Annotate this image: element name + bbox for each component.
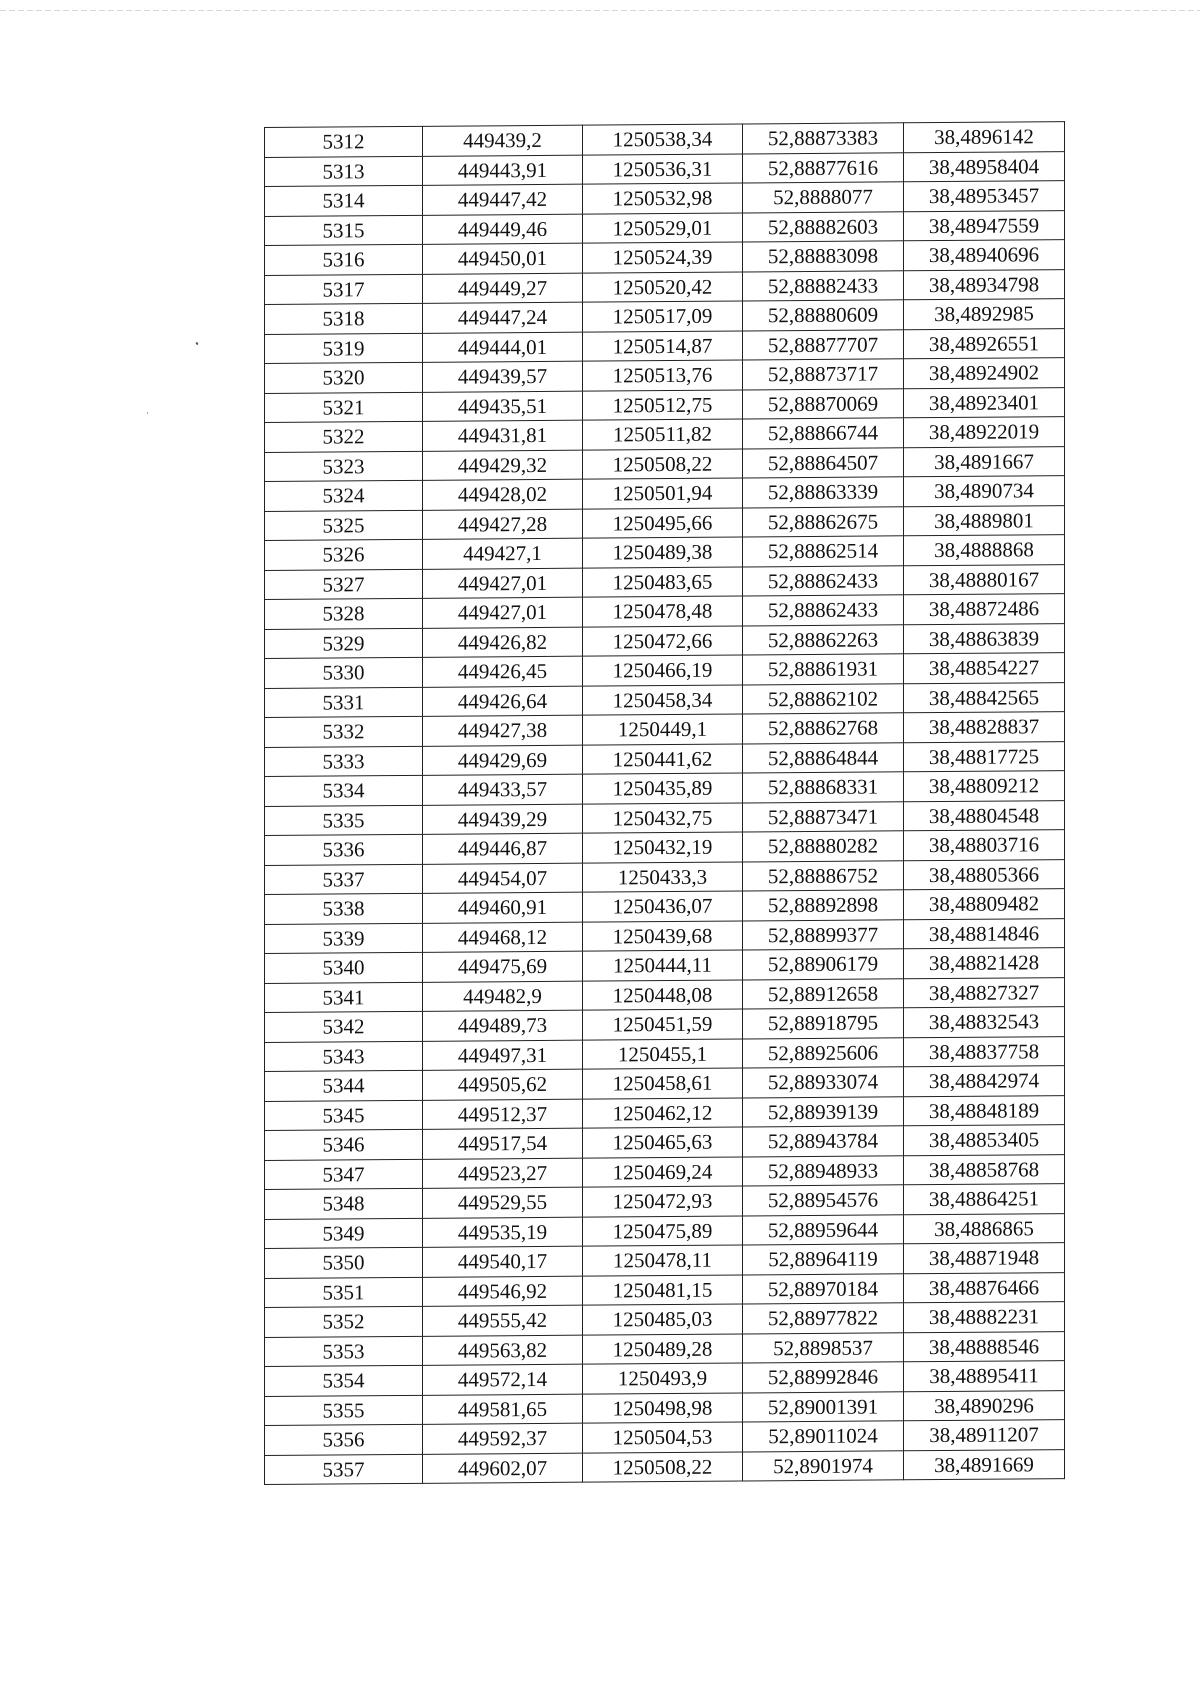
longitude-cell: 38,48926551 <box>904 328 1065 359</box>
y-coordinate-cell: 1250462,12 <box>583 1097 743 1128</box>
y-coordinate-cell: 1250432,75 <box>583 802 743 833</box>
point-number-cell: 5331 <box>265 687 423 718</box>
point-number-cell: 5343 <box>265 1041 423 1072</box>
latitude-cell: 52,88970184 <box>743 1273 904 1304</box>
x-coordinate-cell: 449446,87 <box>423 833 583 864</box>
point-number-cell: 5349 <box>265 1218 423 1249</box>
point-number-cell: 5321 <box>265 392 423 423</box>
latitude-cell: 52,88873383 <box>743 123 904 154</box>
point-number-cell: 5334 <box>265 775 423 806</box>
latitude-cell: 52,8898537 <box>743 1332 904 1363</box>
point-number-cell: 5318 <box>265 303 423 334</box>
y-coordinate-cell: 1250478,48 <box>583 596 743 627</box>
latitude-cell: 52,88918795 <box>743 1008 904 1039</box>
x-coordinate-cell: 449592,37 <box>423 1423 583 1454</box>
longitude-cell: 38,48842565 <box>904 682 1065 713</box>
y-coordinate-cell: 1250513,76 <box>583 360 743 391</box>
point-number-cell: 5337 <box>265 864 423 895</box>
x-coordinate-cell: 449581,65 <box>423 1394 583 1425</box>
latitude-cell: 52,88862675 <box>743 506 904 537</box>
y-coordinate-cell: 1250520,42 <box>583 271 743 302</box>
longitude-cell: 38,4891669 <box>904 1449 1065 1480</box>
longitude-cell: 38,4886865 <box>904 1213 1065 1244</box>
point-number-cell: 5342 <box>265 1011 423 1042</box>
longitude-cell: 38,48864251 <box>904 1184 1065 1215</box>
point-number-cell: 5325 <box>265 510 423 541</box>
y-coordinate-cell: 1250493,9 <box>583 1363 743 1394</box>
longitude-cell: 38,48837758 <box>904 1036 1065 1067</box>
y-coordinate-cell: 1250495,66 <box>583 507 743 538</box>
y-coordinate-cell: 1250448,08 <box>583 979 743 1010</box>
y-coordinate-cell: 1250433,3 <box>583 861 743 892</box>
longitude-cell: 38,48947559 <box>904 210 1065 241</box>
coordinates-table <box>264 121 1065 1485</box>
y-coordinate-cell: 1250444,11 <box>583 950 743 981</box>
x-coordinate-cell: 449482,9 <box>423 981 583 1012</box>
y-coordinate-cell: 1250435,89 <box>583 773 743 804</box>
x-coordinate-cell: 449427,01 <box>423 597 583 628</box>
y-coordinate-cell: 1250455,1 <box>583 1038 743 1069</box>
point-number-cell: 5355 <box>265 1395 423 1426</box>
point-number-cell: 5333 <box>265 746 423 777</box>
point-number-cell: 5314 <box>265 185 423 216</box>
point-number-cell: 5345 <box>265 1100 423 1131</box>
latitude-cell: 52,8901974 <box>743 1450 904 1481</box>
x-coordinate-cell: 449563,82 <box>423 1335 583 1366</box>
latitude-cell: 52,88862102 <box>743 683 904 714</box>
latitude-cell: 52,88992846 <box>743 1362 904 1393</box>
x-coordinate-cell: 449540,17 <box>423 1246 583 1277</box>
y-coordinate-cell: 1250481,15 <box>583 1274 743 1305</box>
x-coordinate-cell: 449454,07 <box>423 863 583 894</box>
latitude-cell: 52,88977822 <box>743 1303 904 1334</box>
longitude-cell: 38,48842974 <box>904 1066 1065 1097</box>
x-coordinate-cell: 449535,19 <box>423 1217 583 1248</box>
point-number-cell: 5328 <box>265 598 423 629</box>
latitude-cell: 52,88954576 <box>743 1185 904 1216</box>
longitude-cell: 38,4890734 <box>904 476 1065 507</box>
x-coordinate-cell: 449489,73 <box>423 1010 583 1041</box>
x-coordinate-cell: 449460,91 <box>423 892 583 923</box>
y-coordinate-cell: 1250538,34 <box>583 124 743 155</box>
longitude-cell: 38,48828837 <box>904 712 1065 743</box>
longitude-cell: 38,48922019 <box>904 417 1065 448</box>
y-coordinate-cell: 1250532,98 <box>583 183 743 214</box>
latitude-cell: 52,88912658 <box>743 978 904 1009</box>
latitude-cell: 52,88877616 <box>743 152 904 183</box>
longitude-cell: 38,48854227 <box>904 653 1065 684</box>
longitude-cell: 38,48924902 <box>904 358 1065 389</box>
longitude-cell: 38,48809482 <box>904 889 1065 920</box>
y-coordinate-cell: 1250449,1 <box>583 714 743 745</box>
longitude-cell: 38,4888868 <box>904 535 1065 566</box>
latitude-cell: 52,88959644 <box>743 1214 904 1245</box>
point-number-cell: 5322 <box>265 421 423 452</box>
x-coordinate-cell: 449443,91 <box>423 155 583 186</box>
x-coordinate-cell: 449447,42 <box>423 184 583 215</box>
point-number-cell: 5332 <box>265 716 423 747</box>
x-coordinate-cell: 449439,2 <box>423 125 583 156</box>
point-number-cell: 5348 <box>265 1188 423 1219</box>
point-number-cell: 5341 <box>265 982 423 1013</box>
point-number-cell: 5344 <box>265 1070 423 1101</box>
latitude-cell: 52,88877707 <box>743 329 904 360</box>
y-coordinate-cell: 1250517,09 <box>583 301 743 332</box>
point-number-cell: 5346 <box>265 1129 423 1160</box>
latitude-cell: 52,88880609 <box>743 300 904 331</box>
latitude-cell: 52,88862514 <box>743 536 904 567</box>
longitude-cell: 38,4889801 <box>904 505 1065 536</box>
longitude-cell: 38,48911207 <box>904 1420 1065 1451</box>
latitude-cell: 52,89011024 <box>743 1421 904 1452</box>
point-number-cell: 5329 <box>265 628 423 659</box>
x-coordinate-cell: 449572,14 <box>423 1364 583 1395</box>
point-number-cell: 5340 <box>265 952 423 983</box>
longitude-cell: 38,48848189 <box>904 1095 1065 1126</box>
longitude-cell: 38,48863839 <box>904 623 1065 654</box>
point-number-cell: 5354 <box>265 1365 423 1396</box>
x-coordinate-cell: 449449,46 <box>423 214 583 245</box>
latitude-cell: 52,88899377 <box>743 919 904 950</box>
x-coordinate-cell: 449523,27 <box>423 1158 583 1189</box>
point-number-cell: 5352 <box>265 1306 423 1337</box>
y-coordinate-cell: 1250483,65 <box>583 566 743 597</box>
latitude-cell: 52,88864844 <box>743 742 904 773</box>
latitude-cell: 52,88883098 <box>743 241 904 272</box>
longitude-cell: 38,48934798 <box>904 269 1065 300</box>
latitude-cell: 52,88873717 <box>743 359 904 390</box>
x-coordinate-cell: 449529,55 <box>423 1187 583 1218</box>
point-number-cell: 5330 <box>265 657 423 688</box>
coordinates-table-wrapper <box>264 121 1064 1485</box>
longitude-cell: 38,48804548 <box>904 800 1065 831</box>
y-coordinate-cell: 1250489,28 <box>583 1333 743 1364</box>
x-coordinate-cell: 449475,69 <box>423 951 583 982</box>
latitude-cell: 52,88886752 <box>743 860 904 891</box>
x-coordinate-cell: 449435,51 <box>423 391 583 422</box>
point-number-cell: 5326 <box>265 539 423 570</box>
x-coordinate-cell: 449433,57 <box>423 774 583 805</box>
y-coordinate-cell: 1250508,22 <box>583 448 743 479</box>
longitude-cell: 38,4896142 <box>904 122 1065 153</box>
latitude-cell: 52,88882603 <box>743 211 904 242</box>
longitude-cell: 38,4891667 <box>904 446 1065 477</box>
longitude-cell: 38,48940696 <box>904 240 1065 271</box>
point-number-cell: 5324 <box>265 480 423 511</box>
latitude-cell: 52,88873471 <box>743 801 904 832</box>
x-coordinate-cell: 449439,57 <box>423 361 583 392</box>
point-number-cell: 5312 <box>265 126 423 157</box>
point-number-cell: 5335 <box>265 805 423 836</box>
x-coordinate-cell: 449517,54 <box>423 1128 583 1159</box>
y-coordinate-cell: 1250504,53 <box>583 1422 743 1453</box>
y-coordinate-cell: 1250466,19 <box>583 655 743 686</box>
scan-top-edge <box>0 10 1200 11</box>
y-coordinate-cell: 1250441,62 <box>583 743 743 774</box>
longitude-cell: 38,48858768 <box>904 1154 1065 1185</box>
point-number-cell: 5323 <box>265 451 423 482</box>
y-coordinate-cell: 1250524,39 <box>583 242 743 273</box>
y-coordinate-cell: 1250472,66 <box>583 625 743 656</box>
x-coordinate-cell: 449546,92 <box>423 1276 583 1307</box>
longitude-cell: 38,48805366 <box>904 859 1065 890</box>
longitude-cell: 38,48827327 <box>904 977 1065 1008</box>
x-coordinate-cell: 449449,27 <box>423 273 583 304</box>
coordinates-table-body <box>265 122 1065 1485</box>
point-number-cell: 5353 <box>265 1336 423 1367</box>
point-number-cell: 5316 <box>265 244 423 275</box>
y-coordinate-cell: 1250451,59 <box>583 1009 743 1040</box>
y-coordinate-cell: 1250432,19 <box>583 832 743 863</box>
y-coordinate-cell: 1250465,63 <box>583 1127 743 1158</box>
y-coordinate-cell: 1250489,38 <box>583 537 743 568</box>
latitude-cell: 52,88925606 <box>743 1037 904 1068</box>
x-coordinate-cell: 449427,1 <box>423 538 583 569</box>
scan-speck <box>195 342 198 346</box>
longitude-cell: 38,48876466 <box>904 1272 1065 1303</box>
table-row <box>265 1449 1065 1484</box>
x-coordinate-cell: 449468,12 <box>423 922 583 953</box>
point-number-cell: 5313 <box>265 156 423 187</box>
latitude-cell: 52,88862433 <box>743 595 904 626</box>
x-coordinate-cell: 449447,24 <box>423 302 583 333</box>
latitude-cell: 52,88933074 <box>743 1067 904 1098</box>
latitude-cell: 52,8888077 <box>743 182 904 213</box>
longitude-cell: 38,48953457 <box>904 181 1065 212</box>
longitude-cell: 38,48803716 <box>904 830 1065 861</box>
x-coordinate-cell: 449450,01 <box>423 243 583 274</box>
latitude-cell: 52,88880282 <box>743 831 904 862</box>
point-number-cell: 5315 <box>265 215 423 246</box>
x-coordinate-cell: 449602,07 <box>423 1453 583 1484</box>
y-coordinate-cell: 1250501,94 <box>583 478 743 509</box>
latitude-cell: 52,88943784 <box>743 1126 904 1157</box>
x-coordinate-cell: 449427,28 <box>423 509 583 540</box>
latitude-cell: 52,88863339 <box>743 477 904 508</box>
x-coordinate-cell: 449497,31 <box>423 1040 583 1071</box>
longitude-cell: 38,48872486 <box>904 594 1065 625</box>
latitude-cell: 52,88866744 <box>743 418 904 449</box>
x-coordinate-cell: 449439,29 <box>423 804 583 835</box>
latitude-cell: 52,88892898 <box>743 890 904 921</box>
longitude-cell: 38,4892985 <box>904 299 1065 330</box>
x-coordinate-cell: 449429,32 <box>423 450 583 481</box>
x-coordinate-cell: 449505,62 <box>423 1069 583 1100</box>
y-coordinate-cell: 1250478,11 <box>583 1245 743 1276</box>
longitude-cell: 38,48814846 <box>904 918 1065 949</box>
longitude-cell: 38,48888546 <box>904 1331 1065 1362</box>
y-coordinate-cell: 1250436,07 <box>583 891 743 922</box>
point-number-cell: 5319 <box>265 333 423 364</box>
y-coordinate-cell: 1250536,31 <box>583 153 743 184</box>
y-coordinate-cell: 1250485,03 <box>583 1304 743 1335</box>
y-coordinate-cell: 1250475,89 <box>583 1215 743 1246</box>
x-coordinate-cell: 449427,38 <box>423 715 583 746</box>
latitude-cell: 52,88864507 <box>743 447 904 478</box>
longitude-cell: 38,48880167 <box>904 564 1065 595</box>
x-coordinate-cell: 449426,45 <box>423 656 583 687</box>
longitude-cell: 38,48821428 <box>904 948 1065 979</box>
point-number-cell: 5338 <box>265 893 423 924</box>
point-number-cell: 5350 <box>265 1247 423 1278</box>
latitude-cell: 52,88868331 <box>743 772 904 803</box>
latitude-cell: 52,88862433 <box>743 565 904 596</box>
point-number-cell: 5317 <box>265 274 423 305</box>
y-coordinate-cell: 1250512,75 <box>583 389 743 420</box>
latitude-cell: 52,88948933 <box>743 1155 904 1186</box>
longitude-cell: 38,48871948 <box>904 1243 1065 1274</box>
longitude-cell: 38,48853405 <box>904 1125 1065 1156</box>
latitude-cell: 52,88939139 <box>743 1096 904 1127</box>
latitude-cell: 52,88870069 <box>743 388 904 419</box>
point-number-cell: 5357 <box>265 1454 423 1485</box>
longitude-cell: 38,4890296 <box>904 1390 1065 1421</box>
point-number-cell: 5351 <box>265 1277 423 1308</box>
y-coordinate-cell: 1250511,82 <box>583 419 743 450</box>
y-coordinate-cell: 1250529,01 <box>583 212 743 243</box>
point-number-cell: 5320 <box>265 362 423 393</box>
latitude-cell: 52,88882433 <box>743 270 904 301</box>
scan-speck <box>147 412 148 414</box>
point-number-cell: 5339 <box>265 923 423 954</box>
longitude-cell: 38,48832543 <box>904 1007 1065 1038</box>
point-number-cell: 5347 <box>265 1159 423 1190</box>
latitude-cell: 52,88964119 <box>743 1244 904 1275</box>
longitude-cell: 38,48895411 <box>904 1361 1065 1392</box>
y-coordinate-cell: 1250472,93 <box>583 1186 743 1217</box>
y-coordinate-cell: 1250469,24 <box>583 1156 743 1187</box>
x-coordinate-cell: 449512,37 <box>423 1099 583 1130</box>
y-coordinate-cell: 1250498,98 <box>583 1392 743 1423</box>
longitude-cell: 38,48809212 <box>904 771 1065 802</box>
x-coordinate-cell: 449426,82 <box>423 627 583 658</box>
x-coordinate-cell: 449429,69 <box>423 745 583 776</box>
y-coordinate-cell: 1250458,61 <box>583 1068 743 1099</box>
latitude-cell: 52,88861931 <box>743 654 904 685</box>
point-number-cell: 5336 <box>265 834 423 865</box>
latitude-cell: 52,88862263 <box>743 624 904 655</box>
x-coordinate-cell: 449444,01 <box>423 332 583 363</box>
x-coordinate-cell: 449428,02 <box>423 479 583 510</box>
longitude-cell: 38,48958404 <box>904 151 1065 182</box>
latitude-cell: 52,88862768 <box>743 713 904 744</box>
y-coordinate-cell: 1250439,68 <box>583 920 743 951</box>
latitude-cell: 52,88906179 <box>743 949 904 980</box>
y-coordinate-cell: 1250514,87 <box>583 330 743 361</box>
point-number-cell: 5327 <box>265 569 423 600</box>
y-coordinate-cell: 1250508,22 <box>583 1451 743 1482</box>
longitude-cell: 38,48882231 <box>904 1302 1065 1333</box>
longitude-cell: 38,48923401 <box>904 387 1065 418</box>
x-coordinate-cell: 449427,01 <box>423 568 583 599</box>
point-number-cell: 5356 <box>265 1424 423 1455</box>
x-coordinate-cell: 449426,64 <box>423 686 583 717</box>
longitude-cell: 38,48817725 <box>904 741 1065 772</box>
x-coordinate-cell: 449431,81 <box>423 420 583 451</box>
y-coordinate-cell: 1250458,34 <box>583 684 743 715</box>
x-coordinate-cell: 449555,42 <box>423 1305 583 1336</box>
latitude-cell: 52,89001391 <box>743 1391 904 1422</box>
